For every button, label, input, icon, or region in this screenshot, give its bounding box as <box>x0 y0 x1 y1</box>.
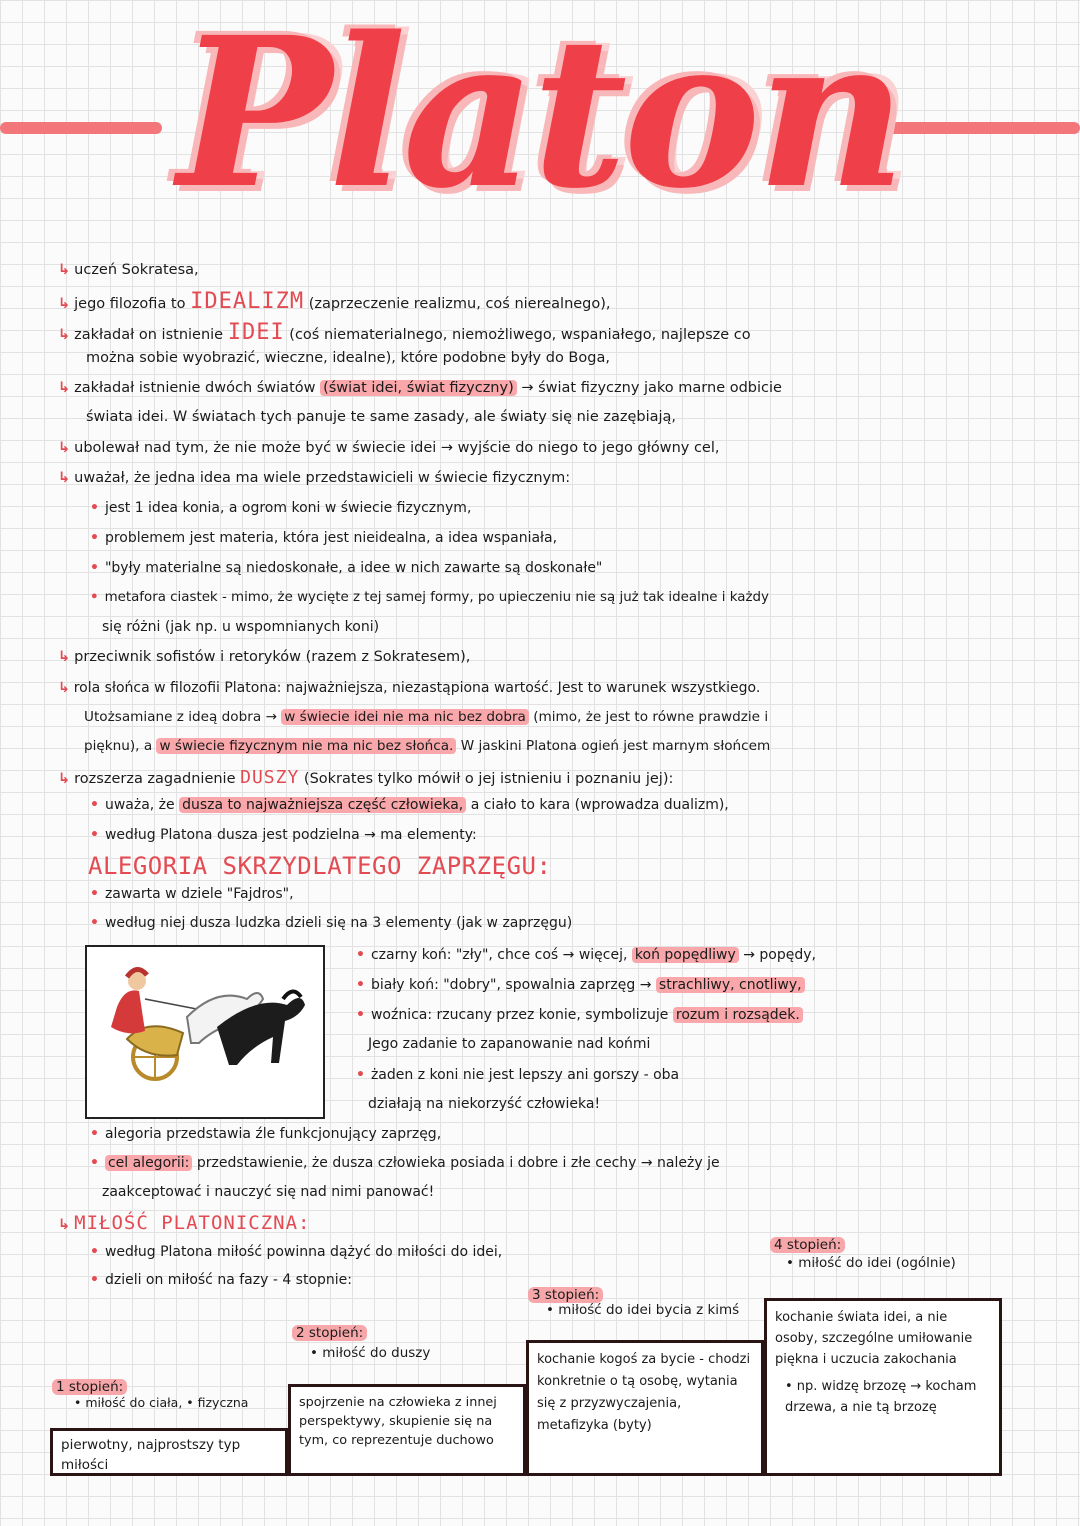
step-4-label <box>770 1236 845 1254</box>
step-4-desc: • miłość do idei (ogólnie) <box>786 1255 956 1271</box>
note-line-ideas <box>58 320 751 345</box>
text: biały koń: "dobry", spowalnia zaprzęg → <box>370 977 652 993</box>
text: (zaprzeczenie realizmu, coś nierealnego), <box>308 296 611 312</box>
text: według niej dusza ludzka dzieli się na 3 elementy (jak w zaprzęgu) <box>104 915 573 931</box>
bullet-quote: • "były materialne są niedoskonałe, a idee w nich zawarte są doskonałe" <box>90 560 603 576</box>
step-2-desc: • miłość do duszy <box>310 1345 431 1361</box>
text: dzieli on miłość na fazy - 4 stopnie: <box>104 1272 353 1288</box>
text: czarny koń: "zły", chce coś → więcej, <box>370 947 628 963</box>
bullet-black-horse: • czarny koń: "zły", chce coś → więcej, koń popędliwy → popędy, <box>356 947 816 963</box>
text: zakładał istnienie dwóch światów <box>74 380 316 396</box>
text: jest 1 idea konia, a ogrom koni w świecie fizycznym, <box>104 500 472 516</box>
step-1-desc: • miłość do ciała, • fizyczna <box>74 1395 249 1410</box>
text: "były materialne są niedoskonałe, a idee w nich zawarte są doskonałe" <box>104 560 603 576</box>
highlight: dusza to najważniejsza część człowieka, <box>179 797 466 813</box>
bullet-charioteer: • woźnica: rzucany przez konie, symbolizuje rozum i rozsądek. <box>356 1007 803 1023</box>
text: alegoria przedstawia źle funkcjonujący zaprzęg, <box>104 1126 442 1142</box>
note-line-sophists <box>58 649 470 665</box>
note-line-student <box>58 262 199 278</box>
text: (mimo, że jest to równe prawdzie i <box>533 709 769 725</box>
text: rola słońca w filozofii Platona: najważniejsza, niezastąpiona wartość. Jest to warunek wszystkiego. <box>73 680 761 696</box>
highlight: (świat idei, świat fizyczny) <box>320 380 517 396</box>
text: problemem jest materia, która jest nieidealna, a idea wspaniała, <box>104 530 558 546</box>
note-line-two-worlds-cont: świata idei. W światach tych panuje te same zasady, ale światy się nie zazębiają, <box>86 409 677 425</box>
arrow-icon: ↳ <box>58 327 71 343</box>
step-box-text: spojrzenie na człowieka z innej perspektywy, skupienie się na tym, co reprezentuje duchowo <box>299 1395 497 1448</box>
step-box-text: pierwotny, najprostszy typ miłości <box>61 1437 241 1473</box>
bullet-fajdros: • zawarta w dziele "Fajdros", <box>90 886 294 902</box>
text: (coś niematerialnego, niemożliwego, wspaniałego, najlepsze co <box>289 327 751 343</box>
bullet-matter: • problemem jest materia, która jest nieidealna, a idea wspaniała, <box>90 530 558 546</box>
text: zakładał on istnienie <box>74 327 224 343</box>
love-heading: MIŁOŚĆ PLATONICZNA: <box>74 1212 311 1234</box>
bullet-soul-divisible: • według Platona dusza jest podzielna → ma elementy: <box>90 827 477 843</box>
bullet-cookies: • metafora ciastek - mimo, że wycięte z tej samej formy, po upieczeniu nie są już tak idealne i każdy <box>90 590 769 605</box>
step-box-example: • np. widzę brzozę → kocham drzewa, a nie tą brzozę <box>785 1379 977 1415</box>
note-line-idealism <box>58 289 611 314</box>
step-number: 1 stopień: <box>52 1379 127 1395</box>
bullet-horse-idea: • jest 1 idea konia, a ogrom koni w świecie fizycznym, <box>90 500 472 516</box>
chariot-illustration <box>85 945 325 1119</box>
bullet-soul-important: • uważa, że dusza to najważniejsza część człowieka, a ciało to kara (wprowadza dualizm), <box>90 797 729 813</box>
step-number: 2 stopień: <box>292 1325 367 1341</box>
note-line-sun-cont1 <box>84 709 768 725</box>
arrow-icon: ↳ <box>58 296 71 312</box>
text: Utożsamiane z ideą dobra → <box>84 709 277 725</box>
step-box-text: kochanie kogoś za bycie - chodzi konkretnie o tą osobę, wytania się z przyzwyczajenia, metafizyka (byty) <box>537 1352 751 1433</box>
title-line-left <box>0 122 162 134</box>
step-number: 4 stopień: <box>770 1237 845 1253</box>
arrow-icon: ↳ <box>58 771 71 787</box>
text: woźnica: rzucany przez konie, symbolizuje <box>370 1007 669 1023</box>
arrow-icon: ↳ <box>58 440 71 456</box>
text: W jaskini Platona ogień jest marnym słońcem <box>460 738 771 754</box>
highlight: cel alegorii: <box>105 1155 192 1171</box>
note-line-sun <box>58 680 760 696</box>
step-3-box <box>526 1340 764 1476</box>
keyword-idealism: IDEALIZM <box>190 289 305 314</box>
note-line-soul <box>58 767 673 788</box>
page-title: Platon <box>177 0 903 234</box>
text: uważa, że <box>104 797 175 813</box>
highlight: w świecie fizycznym nie ma nic bez słońca. <box>156 738 456 754</box>
text: uczeń Sokratesa, <box>74 262 199 278</box>
highlight: strachliwy, cnotliwy, <box>656 977 805 993</box>
love-heading-line <box>58 1212 311 1234</box>
bullet-no-better-horse: • żaden z koni nie jest lepszy ani gorszy - oba <box>356 1067 680 1083</box>
bullet-allegory-goal-cont: zaakceptować i nauczyć się nad nimi panować! <box>102 1184 435 1200</box>
allegory-heading: ALEGORIA SKRZYDLATEGO ZAPRZĘGU: <box>88 852 552 880</box>
arrow-icon: ↳ <box>58 1217 71 1233</box>
bullet-three-elements: • według niej dusza ludzka dzieli się na 3 elementy (jak w zaprzęgu) <box>90 915 573 931</box>
bullet-love-ideas: • według Platona miłość powinna dążyć do miłości do idei, <box>90 1244 503 1260</box>
text: przedstawienie, że dusza człowieka posiada i dobre i złe cechy → należy je <box>196 1155 720 1171</box>
text: jego filozofia to <box>74 296 186 312</box>
text: ubolewał nad tym, że nie może być w świecie idei → wyjście do niego to jego główny cel, <box>74 440 720 456</box>
bullet-white-horse: • biały koń: "dobry", spowalnia zaprzęg → strachliwy, cnotliwy, <box>356 977 805 993</box>
bullet-love-phases: • dzieli on miłość na fazy - 4 stopnie: <box>90 1272 353 1288</box>
text: według Platona miłość powinna dążyć do miłości do idei, <box>104 1244 503 1260</box>
step-2-label <box>292 1324 367 1342</box>
highlight: rozum i rozsądek. <box>673 1007 803 1023</box>
note-line-one-idea <box>58 470 570 486</box>
text: rozszerza zagadnienie <box>74 771 236 787</box>
step-number: 3 stopień: <box>528 1287 603 1303</box>
step-box-text: kochanie świata idei, a nie osoby, szczególne umiłowanie piękna i uczucia zakochania <box>775 1310 973 1367</box>
text: przeciwnik sofistów i retoryków (razem z Sokratesem), <box>74 649 471 665</box>
text: → świat fizyczny jako marne odbicie <box>521 380 782 396</box>
bullet-cookies-cont: się różni (jak np. u wspomnianych koni) <box>102 619 380 635</box>
keyword-idei: IDEI <box>227 320 285 345</box>
arrow-icon: ↳ <box>58 680 70 696</box>
chariot-drawing <box>87 947 319 1113</box>
text: a ciało to kara (wprowadza dualizm), <box>470 797 729 813</box>
arrow-icon: ↳ <box>58 470 71 486</box>
step-4-box <box>764 1298 1002 1476</box>
text: (Sokrates tylko mówił o jej istnieniu i poznaniu jej): <box>303 771 674 787</box>
step-1-box <box>50 1428 288 1476</box>
text: żaden z koni nie jest lepszy ani gorszy - oba <box>370 1067 680 1083</box>
text: metafora ciastek - mimo, że wycięte z tej samej formy, po upieczeniu nie są już tak idealne i każdy <box>104 590 769 605</box>
note-line-lament <box>58 440 719 456</box>
note-line-ideas-cont: można sobie wyobrazić, wieczne, idealne), które podobne były do Boga, <box>86 350 610 366</box>
keyword-duszy: DUSZY <box>240 767 300 788</box>
step-3-desc: • miłość do idei bycia z kimś <box>546 1302 740 1318</box>
note-line-sun-cont2 <box>84 738 770 754</box>
bullet-charioteer-cont: Jego zadanie to zapanowanie nad końmi <box>368 1036 651 1052</box>
note-line-two-worlds <box>58 380 782 396</box>
text: pięknu), a <box>84 738 153 754</box>
arrow-icon: ↳ <box>58 262 71 278</box>
highlight: koń popędliwy <box>632 947 739 963</box>
bullet-allegory-dysfunction: • alegoria przedstawia źle funkcjonujący zaprzęg, <box>90 1126 442 1142</box>
text: zawarta w dziele "Fajdros", <box>104 886 294 902</box>
step-2-box <box>288 1384 526 1476</box>
arrow-icon: ↳ <box>58 380 71 396</box>
text: → popędy, <box>743 947 816 963</box>
text: według Platona dusza jest podzielna → ma elementy: <box>104 827 477 843</box>
bullet-allegory-goal: • cel alegorii: przedstawienie, że dusza człowieka posiada i dobre i złe cechy → należy je <box>90 1155 720 1171</box>
highlight: w świecie idei nie ma nic bez dobra <box>281 709 529 725</box>
text: uważał, że jedna idea ma wiele przedstawicieli w świecie fizycznym: <box>74 470 571 486</box>
arrow-icon: ↳ <box>58 649 71 665</box>
bullet-no-better-horse-cont: działają na niekorzyść człowieka! <box>368 1096 601 1112</box>
